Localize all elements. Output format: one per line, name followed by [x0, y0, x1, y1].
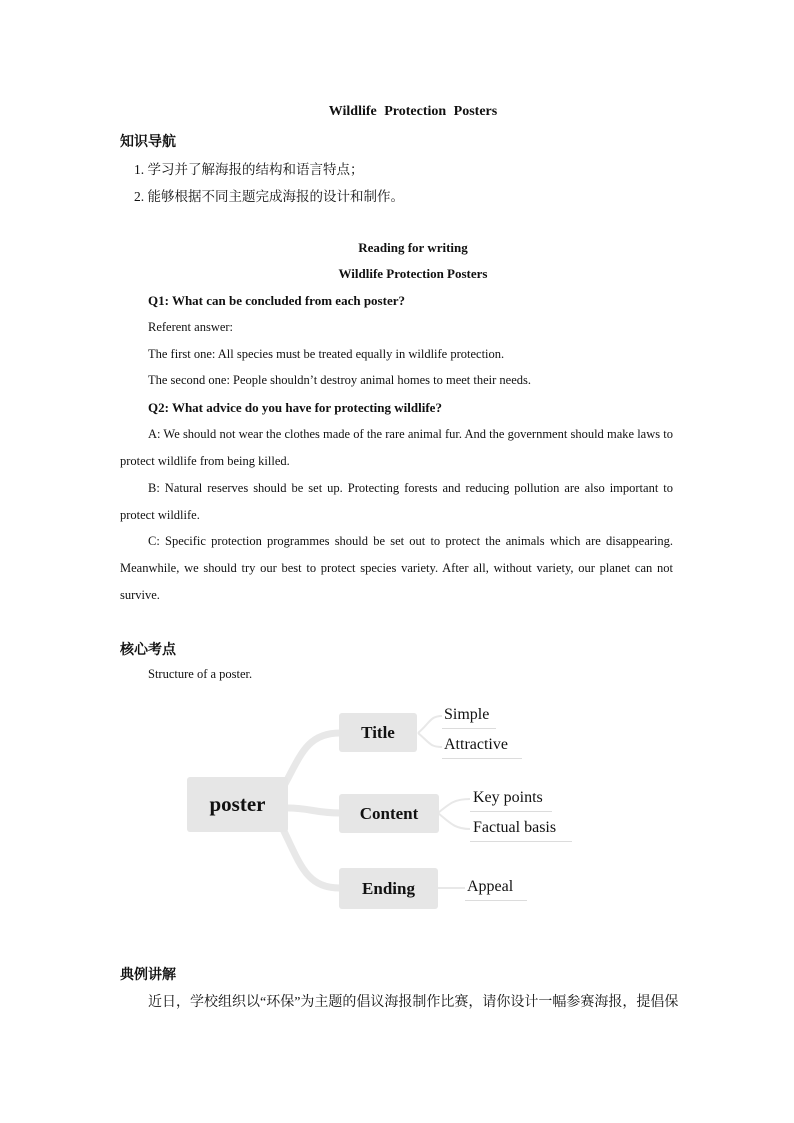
answer-line: The second one: People shouldn’t destroy animal homes to meet their needs.	[148, 373, 532, 387]
section-heading-examples: 典例讲解	[120, 968, 176, 983]
paragraph-a: A: We should not wear the clothes made of the rare animal fur. And the government should make laws to protect wildlife from being killed.	[120, 427, 673, 468]
mindmap-leaf-key-points: Key points	[473, 789, 543, 806]
section-heading-core: 核心考点	[120, 643, 176, 658]
mindmap-root-node: poster	[187, 777, 288, 832]
mindmap-leaf-appeal: Appeal	[467, 878, 514, 895]
question-1: Q1: What can be concluded from each poster?	[148, 293, 405, 308]
leaf-underline	[470, 811, 552, 812]
question-2: Q2: What advice do you have for protecting wildlife?	[148, 400, 442, 415]
leaf-underline	[470, 841, 572, 842]
list-item: 1. 学习并了解海报的结构和语言特点；	[134, 162, 364, 177]
leaf-underline	[465, 900, 527, 901]
structure-caption: Structure of a poster.	[148, 667, 253, 681]
mindmap-branch-ending: Ending	[339, 868, 438, 909]
reading-subtitle-2: Wildlife Protection Posters	[338, 266, 488, 281]
list-item: 2. 能够根据不同主题完成海报的设计和制作。	[134, 189, 404, 204]
poster-structure-mindmap	[180, 698, 600, 918]
mindmap-branch-title: Title	[339, 713, 417, 752]
paragraph-b: B: Natural reserves should be set up. Protecting forests and reducing pollution are also important to protect wildlife.	[120, 481, 673, 522]
paragraph-c: C: Specific protection programmes should be set out to protect the animals which are disappearing. Meanwhile, we should try our best to protect species variety. After all, without variety, our planet can not survive.	[120, 534, 673, 602]
mindmap-leaf-attractive: Attractive	[444, 736, 508, 753]
mindmap-branch-content: Content	[339, 794, 439, 833]
mindmap-leaf-factual-basis: Factual basis	[473, 819, 557, 836]
leaf-underline	[442, 728, 496, 729]
section-heading-knowledge: 知识导航	[120, 135, 176, 150]
leaf-underline	[442, 758, 522, 759]
answer-line: The first one: All species must be treated equally in wildlife protection.	[148, 347, 505, 361]
page-title: Wildlife Protection Posters	[328, 104, 498, 119]
reading-subtitle: Reading for writing	[358, 240, 468, 255]
example-text: 近日，学校组织以“环保”为主题的倡议海报制作比赛，请你设计一幅参赛海报，提倡保	[148, 995, 679, 1010]
mindmap-leaf-simple: Simple	[444, 706, 490, 723]
referent-answer-label: Referent answer:	[148, 320, 234, 334]
